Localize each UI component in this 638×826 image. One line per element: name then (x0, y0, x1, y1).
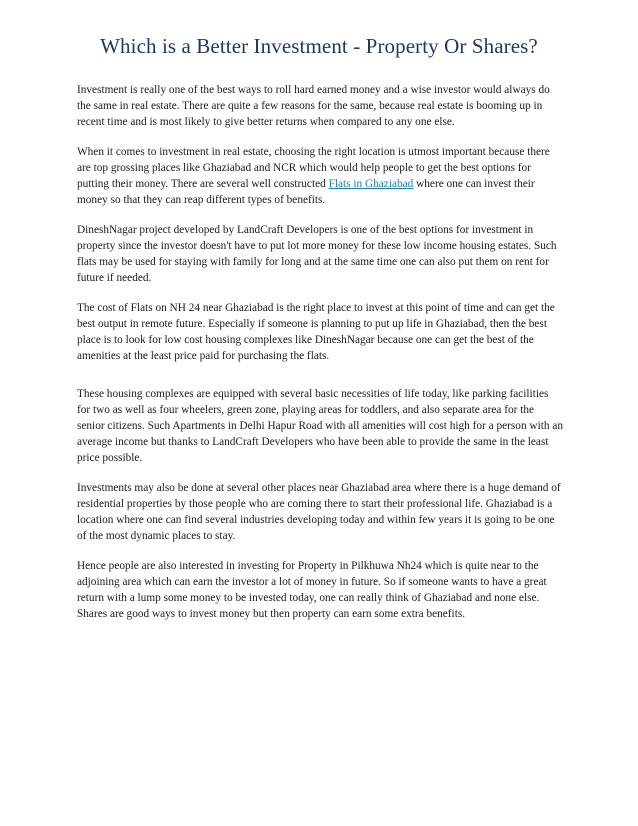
paragraph-1: Investment is really one of the best ways to roll hard earned money and a wise investor would always do the same in real estate. There are quite a few reasons for the same, because real estate is booming up in recent time and is most likely to give better returns when compared to any one else. (77, 84, 550, 128)
flats-in-ghaziabad-link[interactable]: Flats in Ghaziabad (328, 178, 414, 190)
paragraph-2-text-start: When it comes to investment in real estate, choosing the right location is utmost important because there are top grossing places like Ghaziabad and NCR which would help people to get the best options for putting their money. There are several well constructed (77, 146, 550, 190)
paragraph-2 (77, 144, 563, 208)
paragraph-5: These housing complexes are equipped with several basic necessities of life today, like parking facilities for two as well as four wheelers, green zone, playing areas for toddlers, and also separate area for the senior citizens. Such Apartments in Delhi Hapur Road with all amenities will cost high for a person with an average income but thanks to LandCraft Developers who have been able to provide the same in the least price possible. (77, 388, 563, 464)
paragraph-6: Investments may also be done at several other places near Ghaziabad area where there is a huge demand of residential properties by those people who are coming there to start their professional life. Ghaziabad is a location where one can find several industries developing today and within few years it is going to be one of the most dynamic places to stay. (77, 482, 561, 542)
article-body (77, 82, 563, 636)
paragraph-2-text-end: where one can invest their money so that they can reap different types of benefits. (77, 178, 535, 206)
paragraph-4: The cost of Flats on NH 24 near Ghaziabad is the right place to invest at this point of time and can get the best output in remote future. Especially if someone is planning to put up life in Ghaziabad, then the best place is to look for low cost housing complexes like DineshNagar because one can get the best of the amenities at the least price paid for purchasing the flats. (77, 302, 555, 362)
page-title: Which is a Better Investment - Property Or Shares? (100, 34, 538, 58)
paragraph-7: Hence people are also interested in investing for Property in Pilkhuwa Nh24 which is quite near to the adjoining area which can earn the investor a lot of money in future. So if someone wants to have a great return with a lump some money to be invested today, one can really think of Ghaziabad and none else. Shares are good ways to invest money but then property can earn some extra benefits. (77, 560, 547, 620)
paragraph-3: DineshNagar project developed by LandCraft Developers is one of the best options for investment in property since the investor doesn't have to put lot more money for these low income housing estates. Such flats may be used for staying with family for long and at the same time one can also put them on rent for future if needed. (77, 224, 557, 284)
